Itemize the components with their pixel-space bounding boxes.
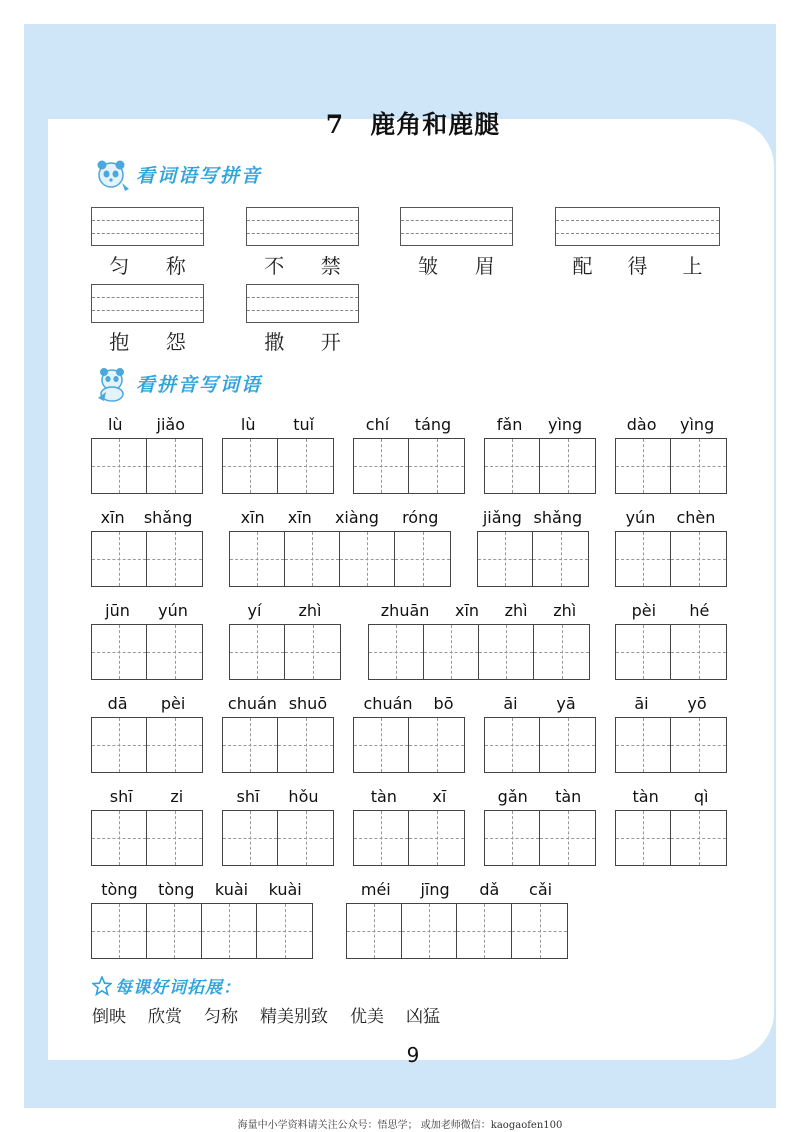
section-title: 每课好词拓展：	[115, 978, 241, 998]
char-cell[interactable]	[223, 439, 278, 493]
char-cell[interactable]	[354, 811, 409, 865]
char-cell[interactable]	[533, 532, 588, 586]
syllable: xī	[432, 787, 447, 806]
pinyin-answer-box[interactable]	[246, 207, 359, 246]
char-cell[interactable]	[671, 439, 726, 493]
char-cell[interactable]	[671, 811, 726, 865]
char-cell[interactable]	[485, 718, 540, 772]
tianzige-box[interactable]	[222, 810, 334, 866]
section-title: 看拼音写词语	[136, 373, 263, 396]
word-chars	[246, 250, 359, 279]
star-icon	[92, 976, 112, 996]
char-cell[interactable]	[285, 532, 340, 586]
syllable: gǎn	[497, 787, 528, 806]
char-cell[interactable]	[285, 625, 340, 679]
syllable: dào	[626, 415, 657, 434]
good-word: 凶猛	[406, 1007, 440, 1027]
pinyin-label	[484, 694, 595, 713]
word-chars	[91, 326, 204, 355]
pinyin-label	[91, 694, 202, 713]
char: 怨	[165, 330, 186, 354]
word-chars	[555, 250, 720, 279]
tianzige-box[interactable]	[477, 531, 589, 587]
syllable: shuō	[288, 694, 328, 713]
char-cell[interactable]	[278, 439, 333, 493]
word-chars	[400, 250, 513, 279]
syllable: xīn	[100, 508, 125, 527]
syllable: pèi	[160, 694, 186, 713]
word-chars	[246, 326, 359, 355]
char-cell[interactable]	[671, 532, 726, 586]
syllable: chuán	[363, 694, 413, 713]
syllable: tòng	[101, 880, 138, 899]
pinyin-label	[229, 601, 340, 620]
pinyin-label	[346, 880, 567, 899]
syllable: hé	[689, 601, 710, 620]
syllable: yō	[687, 694, 707, 713]
char-cell[interactable]	[354, 439, 409, 493]
syllable: xiàng	[334, 508, 379, 527]
char: 开	[320, 330, 341, 354]
char-cell[interactable]	[616, 718, 671, 772]
char-cell[interactable]	[223, 811, 278, 865]
syllable: xīn	[240, 508, 265, 527]
pinyin-answer-box[interactable]	[91, 207, 204, 246]
syllable: jūn	[105, 601, 130, 620]
syllable: xīn	[454, 601, 480, 620]
good-word: 精美别致	[260, 1007, 328, 1027]
char: 上	[682, 254, 703, 278]
tianzige-box[interactable]	[353, 810, 465, 866]
syllable: āi	[503, 694, 518, 713]
syllable: yìng	[547, 415, 583, 434]
char-cell[interactable]	[540, 811, 595, 865]
char-cell[interactable]	[409, 718, 464, 772]
tianzige-box[interactable]	[91, 717, 203, 773]
pinyin-label	[477, 508, 588, 527]
pinyin-label	[229, 508, 450, 527]
char-cell[interactable]	[92, 532, 147, 586]
char-cell[interactable]	[457, 904, 512, 958]
pinyin-label	[615, 694, 726, 713]
pinyin-label	[91, 415, 202, 434]
tianzige-box[interactable]	[484, 810, 596, 866]
syllable: shǎng	[533, 508, 583, 527]
pinyin-label	[615, 508, 726, 527]
syllable: shī	[236, 787, 260, 806]
char-cell[interactable]	[92, 718, 147, 772]
tianzige-box[interactable]	[615, 624, 727, 680]
pinyin-label	[368, 601, 589, 620]
char: 匀	[109, 254, 130, 278]
pinyin-label	[91, 880, 312, 899]
char-cell[interactable]	[485, 811, 540, 865]
section-title: 看词语写拼音	[136, 164, 263, 187]
char-cell[interactable]	[347, 904, 402, 958]
tianzige-box[interactable]	[615, 810, 727, 866]
syllable: zhì	[553, 601, 577, 620]
pinyin-label	[91, 508, 202, 527]
pinyin-label	[353, 694, 464, 713]
char-cell[interactable]	[540, 439, 595, 493]
char-cell[interactable]	[671, 718, 726, 772]
panda-mascot-icon	[92, 155, 132, 193]
char-cell[interactable]	[512, 904, 567, 958]
syllable: hǒu	[288, 787, 319, 806]
char-cell[interactable]	[92, 811, 147, 865]
tianzige-box[interactable]	[484, 717, 596, 773]
syllable: yún	[158, 601, 188, 620]
syllable: yí	[247, 601, 262, 620]
char: 眉	[474, 254, 495, 278]
syllable: táng	[414, 415, 452, 434]
pinyin-label	[222, 415, 333, 434]
pinyin-label	[91, 601, 202, 620]
syllable: lù	[107, 415, 123, 434]
pinyin-label	[91, 787, 202, 806]
syllable: zhì	[504, 601, 528, 620]
char-cell[interactable]	[147, 439, 202, 493]
char-cell[interactable]	[616, 439, 671, 493]
syllable: kuài	[214, 880, 249, 899]
tianzige-box[interactable]	[91, 810, 203, 866]
char-cell[interactable]	[92, 625, 147, 679]
syllable: bō	[433, 694, 454, 713]
char-cell[interactable]	[92, 904, 147, 958]
syllable: tàn	[555, 787, 582, 806]
pinyin-label	[615, 601, 726, 620]
good-word: 倒映	[92, 1007, 126, 1027]
pinyin-answer-box[interactable]	[91, 284, 204, 323]
char: 不	[264, 254, 285, 278]
pinyin-label	[353, 415, 464, 434]
syllable: pèi	[631, 601, 657, 620]
tianzige-box[interactable]	[353, 717, 465, 773]
char: 皱	[418, 254, 439, 278]
char-cell[interactable]	[223, 718, 278, 772]
syllable: jiǎo	[156, 415, 185, 434]
lesson-number: 7	[325, 110, 345, 139]
word-chars	[91, 250, 204, 279]
char-cell[interactable]	[230, 625, 285, 679]
syllable: méi	[360, 880, 391, 899]
tianzige-box[interactable]	[91, 438, 203, 494]
tianzige-box[interactable]	[229, 624, 341, 680]
good-word: 欣赏	[148, 1007, 182, 1027]
char-cell[interactable]	[479, 625, 534, 679]
tianzige-box[interactable]	[615, 438, 727, 494]
syllable: zhì	[298, 601, 322, 620]
good-words-list	[92, 1002, 440, 1027]
char-cell[interactable]	[402, 904, 457, 958]
syllable: cǎi	[529, 880, 553, 899]
syllable: tàn	[370, 787, 397, 806]
syllable: dā	[107, 694, 128, 713]
tianzige-box[interactable]	[91, 903, 313, 959]
pinyin-answer-box[interactable]	[400, 207, 513, 246]
syllable: yún	[625, 508, 656, 527]
section-heading-pinyin	[92, 155, 262, 193]
pinyin-label	[615, 787, 726, 806]
panda-mascot-icon	[92, 364, 132, 402]
syllable: jīng	[420, 880, 450, 899]
char-cell[interactable]	[278, 811, 333, 865]
section-heading-expand	[92, 973, 241, 998]
tianzige-box[interactable]	[615, 717, 727, 773]
syllable: lù	[240, 415, 256, 434]
char-cell[interactable]	[485, 439, 540, 493]
syllable: róng	[402, 508, 439, 527]
syllable: shī	[109, 787, 133, 806]
pinyin-answer-box[interactable]	[246, 284, 359, 323]
char-cell[interactable]	[409, 811, 464, 865]
section-heading-words	[92, 364, 262, 402]
footer-note: 海量中小学资料请关注公众号：悟思学； 或加老师微信：kaogaofen100	[237, 1120, 563, 1131]
pinyin-label	[615, 415, 726, 434]
syllable: dǎ	[479, 880, 500, 899]
char-cell[interactable]	[616, 532, 671, 586]
char-cell[interactable]	[202, 904, 257, 958]
char-cell[interactable]	[92, 439, 147, 493]
syllable: qì	[693, 787, 709, 806]
pinyin-label	[222, 787, 333, 806]
char-cell[interactable]	[534, 625, 589, 679]
tianzige-box[interactable]	[346, 903, 568, 959]
syllable: fǎn	[496, 415, 523, 434]
tianzige-box[interactable]	[91, 531, 203, 587]
char-cell[interactable]	[147, 904, 202, 958]
syllable: yā	[556, 694, 576, 713]
char: 得	[627, 254, 648, 278]
char-cell[interactable]	[340, 532, 395, 586]
char-cell[interactable]	[616, 625, 671, 679]
good-word: 优美	[350, 1007, 384, 1027]
char-cell[interactable]	[369, 625, 424, 679]
tianzige-box[interactable]	[229, 531, 451, 587]
lesson-title-text: 鹿角和鹿腿	[370, 110, 501, 139]
page-number: 9	[406, 1043, 420, 1067]
syllable: tàn	[632, 787, 659, 806]
syllable: zi	[170, 787, 184, 806]
char: 称	[165, 254, 186, 278]
char: 禁	[320, 254, 341, 278]
char-cell[interactable]	[616, 811, 671, 865]
pinyin-answer-box[interactable]	[555, 207, 720, 246]
good-word: 匀称	[204, 1007, 238, 1027]
syllable: chí	[365, 415, 390, 434]
char: 撒	[264, 330, 285, 354]
syllable: jiǎng	[482, 508, 522, 527]
char-cell[interactable]	[409, 439, 464, 493]
tianzige-box[interactable]	[91, 624, 203, 680]
syllable: xīn	[287, 508, 312, 527]
char-cell[interactable]	[478, 532, 533, 586]
syllable: shǎng	[143, 508, 193, 527]
syllable: yìng	[680, 415, 715, 434]
tianzige-box[interactable]	[222, 438, 334, 494]
tianzige-box[interactable]	[353, 438, 465, 494]
syllable: chèn	[676, 508, 716, 527]
char-cell[interactable]	[540, 718, 595, 772]
char-cell[interactable]	[147, 625, 202, 679]
syllable: chuán	[227, 694, 277, 713]
syllable: zhuān	[380, 601, 430, 620]
syllable: kuài	[268, 880, 302, 899]
tianzige-box[interactable]	[368, 624, 590, 680]
char-cell[interactable]	[354, 718, 409, 772]
pinyin-label	[484, 415, 595, 434]
char-cell[interactable]	[147, 532, 202, 586]
char-cell[interactable]	[671, 625, 726, 679]
char-cell[interactable]	[278, 718, 333, 772]
char-cell[interactable]	[147, 718, 202, 772]
char: 配	[572, 254, 593, 278]
tianzige-box[interactable]	[222, 717, 334, 773]
pinyin-label	[222, 694, 333, 713]
char-cell[interactable]	[424, 625, 479, 679]
syllable: āi	[634, 694, 649, 713]
syllable: tòng	[158, 880, 195, 899]
char-cell[interactable]	[230, 532, 285, 586]
char: 抱	[109, 330, 130, 354]
char-cell[interactable]	[257, 904, 312, 958]
char-cell[interactable]	[395, 532, 450, 586]
lesson-title	[0, 105, 800, 141]
pinyin-label	[484, 787, 595, 806]
tianzige-box[interactable]	[484, 438, 596, 494]
pinyin-label	[353, 787, 464, 806]
syllable: tuǐ	[293, 415, 315, 434]
tianzige-box[interactable]	[615, 531, 727, 587]
char-cell[interactable]	[147, 811, 202, 865]
